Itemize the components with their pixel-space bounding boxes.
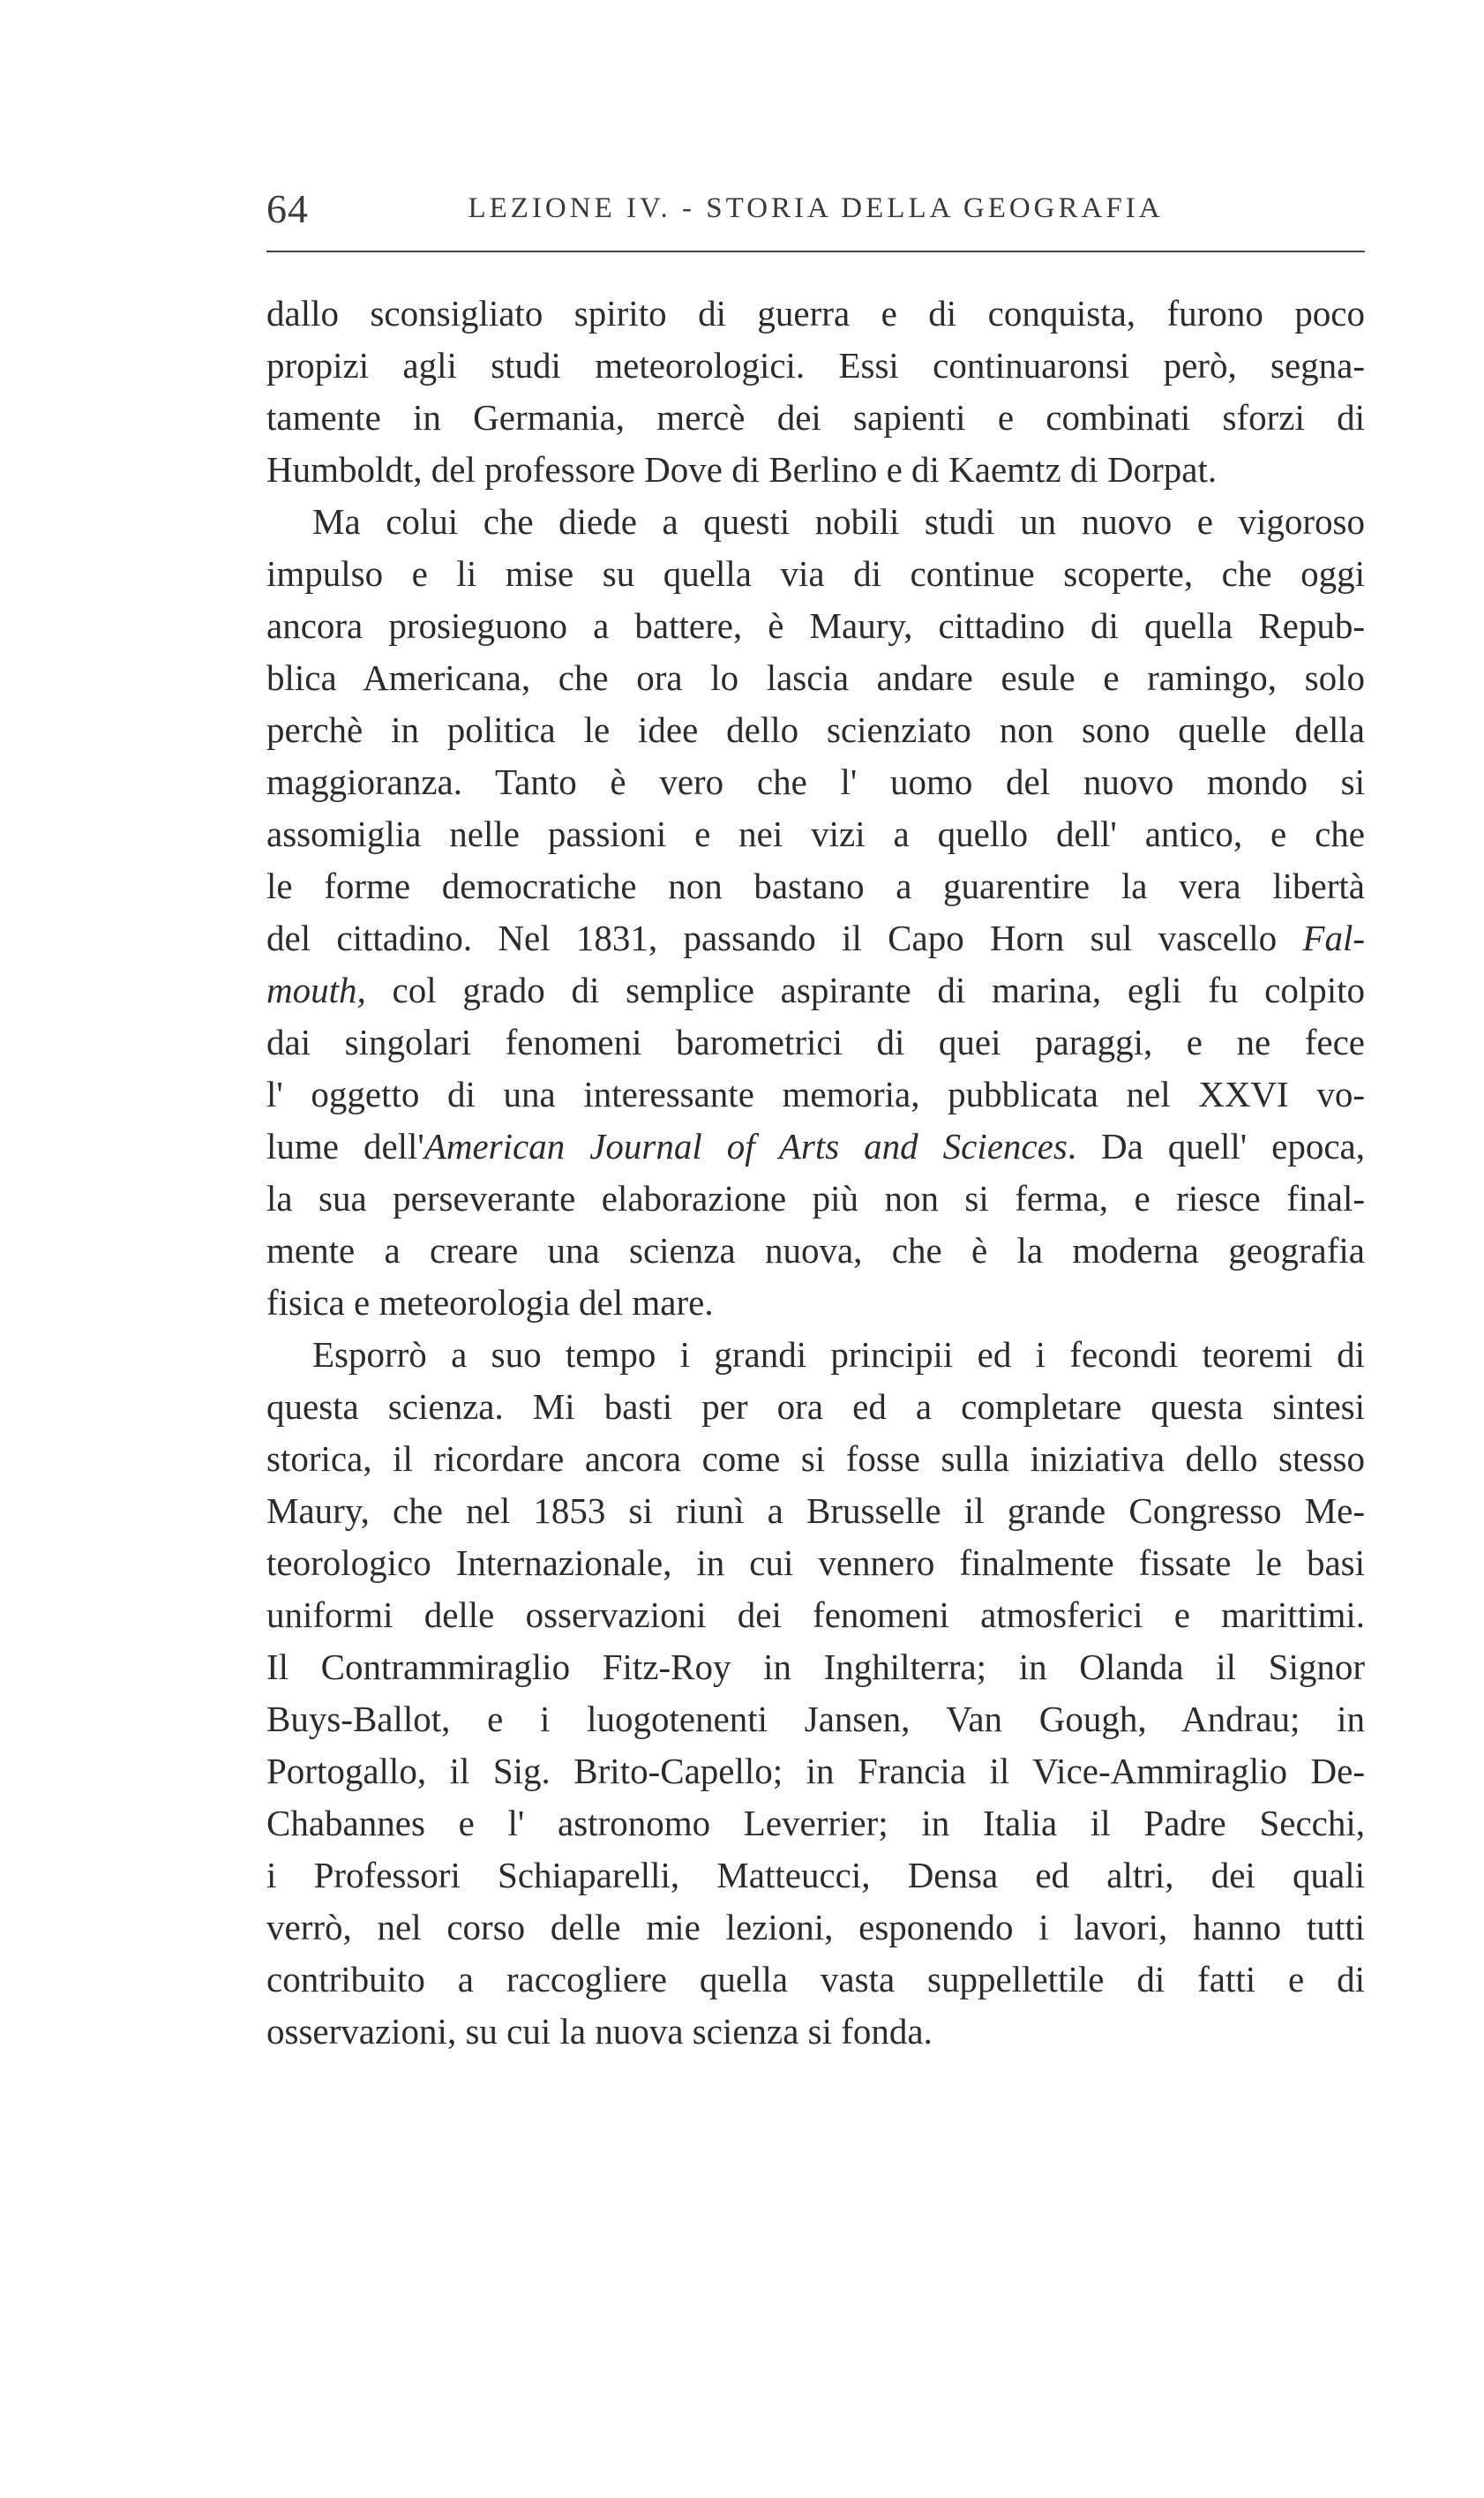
text-line: l' oggetto di una interessante memoria, pubblicata nel XXVI vo- xyxy=(266,1074,1365,1114)
text-segment: lume dell' xyxy=(266,1126,424,1166)
text-line: Portogallo, il Sig. Brito-Capello; in Francia il Vice-Ammiraglio De- xyxy=(266,1751,1365,1791)
running-title: LEZIONE IV. - STORIA DELLA GEOGRAFIA xyxy=(468,192,1164,224)
paragraph-3 xyxy=(266,1329,1365,2058)
running-head xyxy=(266,185,1365,238)
body-text xyxy=(266,288,1365,2058)
text-line: uniformi delle osservazioni dei fenomeni atmosferici e marittimi. xyxy=(266,1594,1365,1635)
text-line: impulso e li mise su quella via di continue scoperte, che oggi xyxy=(266,553,1365,594)
text-line: contribuito a raccogliere quella vasta suppellettile di fatti e di xyxy=(266,1959,1365,1999)
text-line: mente a creare una scienza nuova, che è la moderna geografia xyxy=(266,1230,1365,1271)
text-line xyxy=(266,1121,1365,1173)
text-line: assomiglia nelle passioni e nei vizi a quello dell' antico, e che xyxy=(266,814,1365,854)
text-line: perchè in politica le idee dello scienziato non sono quelle della xyxy=(266,709,1365,750)
page-number: 64 xyxy=(266,186,309,231)
text-line: ancora prosieguono a battere, è Maury, cittadino di quella Repub- xyxy=(266,605,1365,646)
text-line: Chabannes e l' astronomo Leverrier; in Italia il Padre Secchi, xyxy=(266,1803,1365,1843)
text-line: storica, il ricordare ancora come si fosse sulla iniziativa dello stesso xyxy=(266,1438,1365,1479)
text-line: Buys-Ballot, e i luogotenenti Jansen, Van Gough, Andrau; in xyxy=(266,1699,1365,1739)
text-line: le forme democratiche non bastano a guarentire la vera libertà xyxy=(266,866,1365,906)
text-line xyxy=(266,912,1365,964)
text-line: propizi agli studi meteorologici. Essi continuaronsi però, segna- xyxy=(266,345,1365,386)
text-line: Esporrò a suo tempo i grandi principii ed i fecondi teoremi di xyxy=(312,1334,1365,1375)
header-rule xyxy=(266,251,1365,252)
paragraph-1 xyxy=(266,288,1365,496)
text-line: fisica e meteorologia del mare. xyxy=(266,1282,714,1323)
text-segment: col grado di semplice aspirante di marina, egli fu colpito xyxy=(392,970,1366,1010)
text-line: Il Contrammiraglio Fitz-Roy in Inghilterra; in Olanda il Signor xyxy=(266,1647,1365,1687)
text-line: questa scienza. Mi basti per ora ed a completare questa sintesi xyxy=(266,1386,1365,1427)
text-line: teorologico Internazionale, in cui vennero finalmente fissate le basi xyxy=(266,1542,1365,1583)
text-line: osservazioni, su cui la nuova scienza si fonda. xyxy=(266,2011,933,2052)
text-line: dai singolari fenomeni barometrici di quei paraggi, e ne fece xyxy=(266,1022,1365,1062)
text-line: Maury, che nel 1853 si riunì a Brusselle il grande Congresso Me- xyxy=(266,1490,1365,1531)
text-line: dallo sconsigliato spirito di guerra e di conquista, furono poco xyxy=(266,293,1365,334)
text-line: Humboldt, del professore Dove di Berlino e di Kaemtz di Dorpat. xyxy=(266,449,1218,490)
text-segment: del cittadino. Nel 1831, passando il Capo Horn sul vascello xyxy=(266,918,1278,958)
ship-name-italic: Fal- xyxy=(1302,918,1365,958)
text-line: blica Americana, che ora lo lascia andare esule e ramingo, solo xyxy=(266,657,1365,698)
text-line: i Professori Schiaparelli, Matteucci, Densa ed altri, dei quali xyxy=(266,1855,1365,1895)
journal-title-italic: American Journal of Arts and Sciences xyxy=(423,1126,1068,1166)
text-line xyxy=(266,964,1365,1016)
text-line: verrò, nel corso delle mie lezioni, esponendo i lavori, hanno tutti xyxy=(266,1907,1365,1947)
text-line: la sua perseverante elaborazione più non si ferma, e riesce final- xyxy=(266,1178,1365,1219)
text-line: tamente in Germania, mercè dei sapienti e combinati sforzi di xyxy=(266,397,1365,438)
paragraph-2 xyxy=(266,496,1365,1329)
text-line: maggioranza. Tanto è vero che l' uomo del nuovo mondo si xyxy=(266,761,1365,802)
text-line: Ma colui che diede a questi nobili studi un nuovo e vigoroso xyxy=(312,501,1365,542)
text-segment: . Da quell' epoca, xyxy=(1067,1126,1365,1166)
ship-name-italic: mouth, xyxy=(266,970,366,1010)
